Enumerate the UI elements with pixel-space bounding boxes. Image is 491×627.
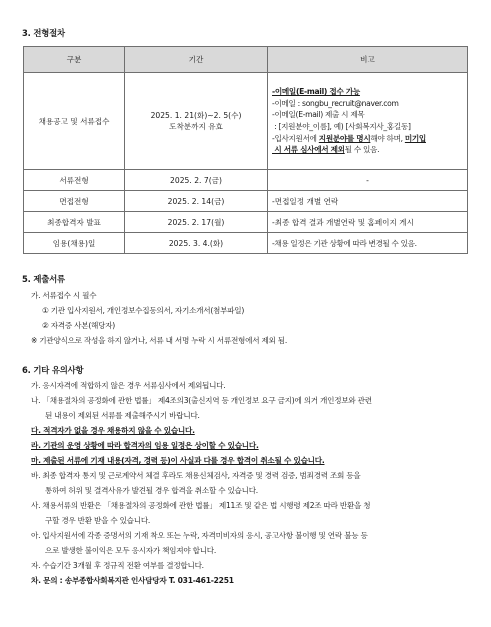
row1-note-apply-line2 <box>272 144 463 156</box>
apply-text-f: 될 수 있음. <box>344 145 380 155</box>
table-row <box>24 212 468 233</box>
table-row <box>24 170 468 191</box>
process-table <box>23 46 468 254</box>
section6-ma: 마. 제출된 서류에 기재 내용(자격, 경력 등)이 사실과 다를 경우 합격이 취소될 수 있습니다. <box>31 456 325 465</box>
row1-note-subject: -이메일(E-mail) 제출 시 제목 <box>272 110 365 120</box>
apply-text-a: -입사지원서에 <box>272 133 319 143</box>
row5-period: 2025. 3. 4.(화) <box>125 233 268 254</box>
table-row <box>24 233 468 254</box>
header-period: 기간 <box>125 47 268 73</box>
row2-note: - <box>268 170 468 191</box>
section6-sa-line1: 사. 채용서류의 반환은 「채용절차의 공정화에 관한 법률」 제11조 및 같은 법 시행령 제2조 따라 반환을 청 <box>31 501 371 510</box>
row2-period: 2025. 2. 7(금) <box>125 170 268 191</box>
row3-gubun: 면접전형 <box>24 191 125 212</box>
section6-a-line2: 으로 발생한 불이익은 모두 응시자가 책임져야 합니다. <box>45 546 217 555</box>
row4-period: 2025. 2. 17(월) <box>125 212 268 233</box>
table-header-row <box>24 47 468 73</box>
header-gubun: 구분 <box>24 47 125 73</box>
row4-gubun: 최종합격자 발표 <box>24 212 125 233</box>
section6-ba-line2: 통하여 허위 및 결격사유가 발견될 경우 합격을 취소할 수 있습니다. <box>45 486 258 495</box>
header-note: 비고 <box>268 47 468 73</box>
section6-na-line2: 된 내용이 제외된 서류를 제출해주시기 바랍니다. <box>45 411 200 420</box>
table-row <box>24 191 468 212</box>
row1-note-email: -이메일 : songbu_recruit@naver.com <box>272 98 399 108</box>
section-3-title: 3. 전형절차 <box>22 28 65 38</box>
section6-sa-line2: 구할 경우 반환 받을 수 있습니다. <box>45 516 151 525</box>
row4-note: -최종 합격 결과 개별연락 및 홈페이지 게시 <box>268 212 468 233</box>
section6-da: 다. 적격자가 없을 경우 채용하지 않을 수 있습니다. <box>31 426 195 435</box>
row1-period <box>125 73 268 170</box>
section5-item-1: ① 기관 입사지원서, 개인정보수집동의서, 자기소개서(첨부파일) <box>42 306 245 315</box>
section6-a-line1: 아. 입사지원서에 각종 증명서의 기재 착오 또는 누락, 자격미비자의 응시, 공고사항 불이행 및 연락 불능 등 <box>31 531 368 540</box>
section5-item-ga: 가. 서류접수 시 필수 <box>31 291 97 300</box>
row1-note-subject-example: : [지원분야_이름], 예) [사회복지사_홍길동] <box>272 122 411 131</box>
row1-note <box>268 73 468 170</box>
apply-text-e: 시 서류 심사에서 제외 <box>272 145 345 155</box>
row3-period: 2025. 2. 14(금) <box>125 191 268 212</box>
section6-ra: 라. 기관의 운영 상황에 따라 합격자의 임용 일정은 상이할 수 있습니다. <box>31 441 259 450</box>
section6-ba-line1: 바. 최종 합격자 통지 및 근로계약서 체결 후라도 채용신체검사, 자격증 및 경력 검증, 범죄경력 조회 등을 <box>31 471 361 480</box>
row1-note-title: -이메일(E-mail) 접수 가능 <box>272 87 360 97</box>
section5-remark: ※ 기관양식으로 작성을 하지 않거나, 서류 내 서명 누락 시 서류전형에서 제외 됨. <box>31 336 288 345</box>
section6-contact: 차. 문의 : 송부종합사회복지관 인사담당자 T. 031-461-2251 <box>31 576 234 585</box>
section-5-title: 5. 제출서류 <box>22 274 65 284</box>
row1-period-line1: 2025. 1. 21(화)~2. 5(수) <box>150 111 242 120</box>
apply-text-b: 지원분야를 명시 <box>318 133 371 143</box>
row1-gubun: 채용공고 및 서류접수 <box>24 73 125 170</box>
row5-note: -채용 일정은 기관 상황에 따라 변경될 수 있음. <box>268 233 468 254</box>
row1-period-line2: 도착분까지 유효 <box>169 122 223 131</box>
section-6-title: 6. 기타 유의사항 <box>22 365 84 375</box>
row1-note-apply-line1 <box>272 133 463 145</box>
apply-text-d: 미기입 <box>404 133 426 143</box>
section6-na-line1: 나. 「채용절차의 공정화에 관한 법률」 제4조의3(출신지역 등 개인정보 요구 금지)에 의거 개인정보와 관련 <box>31 396 372 405</box>
row3-note: -면접일정 개별 연락 <box>268 191 468 212</box>
section6-ga: 가. 응시자격에 적합하지 않은 경우 서류심사에서 제외됩니다. <box>31 381 226 390</box>
section5-item-2: ② 자격증 사본(해당자) <box>42 321 115 330</box>
table-row <box>24 73 468 170</box>
section6-ja: 자. 수습기간 3개월 후 정규직 전환 여부를 결정합니다. <box>31 561 204 570</box>
row5-gubun: 임용(채용)일 <box>24 233 125 254</box>
row2-gubun: 서류전형 <box>24 170 125 191</box>
apply-text-c: 해야 하며, <box>370 133 405 143</box>
